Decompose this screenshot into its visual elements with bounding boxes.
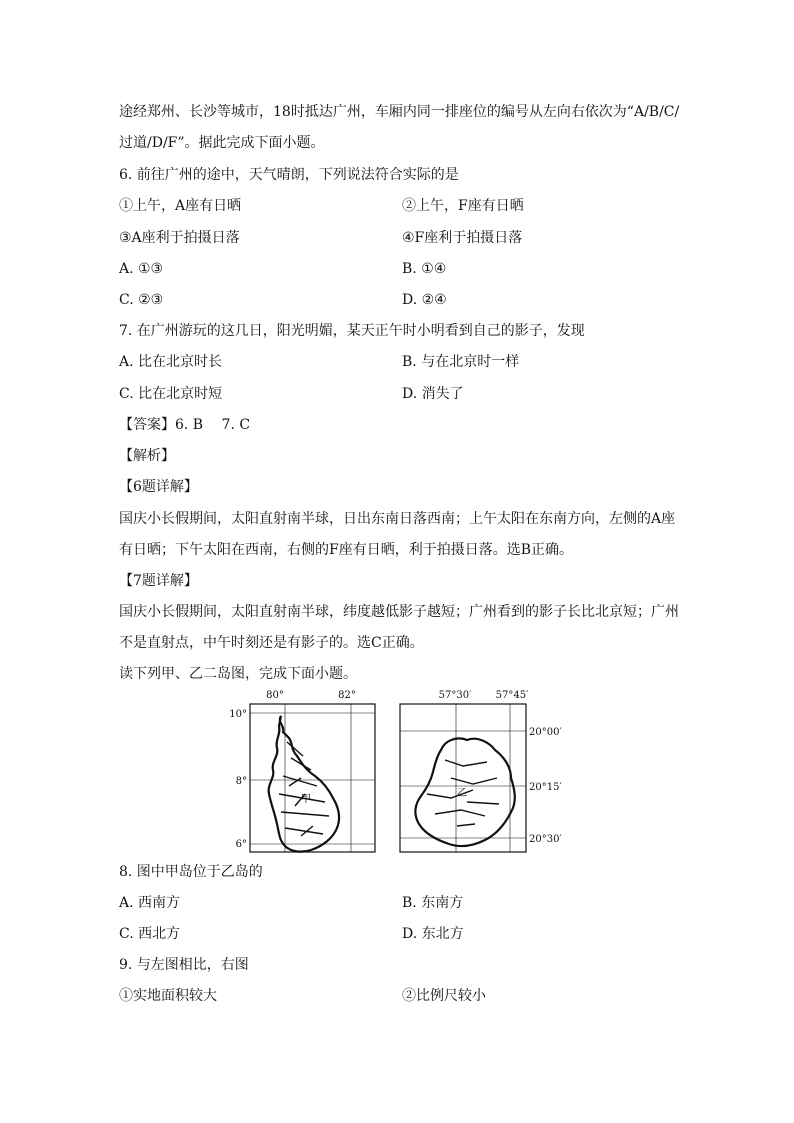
q7-option-d: D. 消失了: [402, 386, 464, 402]
map-left-lat-1: 10°: [229, 709, 247, 720]
question-8-stem: 8. 图中甲岛位于乙岛的: [119, 864, 263, 880]
map-right: [400, 690, 562, 852]
q7-detail-line-2: 不是直射点，中午时刻还是有影子的。选C正确。: [119, 635, 424, 651]
map-left: [229, 690, 375, 852]
island-yi-label: 乙: [457, 788, 467, 799]
map-right-lat-3: 20°30′: [529, 834, 562, 845]
q7-detail-heading: 【7题详解】: [119, 573, 198, 589]
q9-statement-1: ①实地面积较大: [119, 988, 217, 1004]
q6-detail-heading: 【6题详解】: [119, 479, 198, 495]
q8-option-a: A. 西南方: [119, 895, 181, 911]
q6-option-d: D. ②④: [402, 292, 447, 308]
island-maps-svg: [205, 686, 562, 856]
q6-option-a: A. ①③: [119, 261, 164, 277]
intro-line-2: 过道/D/F”。据此完成下面小题。: [119, 135, 325, 151]
map-left-lat-3: 6°: [235, 839, 247, 850]
map-right-lon-2: 57°45′: [495, 690, 529, 701]
island-jia-rivers: [279, 742, 329, 836]
analysis-heading: 【解析】: [119, 448, 175, 464]
q8-option-d: D. 东北方: [402, 926, 464, 942]
map-right-lat-2: 20°15′: [529, 782, 562, 793]
q6-option-c: C. ②③: [119, 292, 164, 308]
question-7-stem: 7. 在广州游玩的这几日，阳光明媚，某天正午时小明看到自己的影子，发现: [119, 323, 585, 339]
map-right-frame: [400, 704, 526, 852]
map-right-lat-1: 20°00′: [529, 727, 562, 738]
q6-statement-4: ④F座利于拍摄日落: [402, 230, 523, 246]
q7-option-c: C. 比在北京时短: [119, 386, 223, 402]
map-left-lat-2: 8°: [235, 776, 247, 787]
q9-statement-2: ②比例尺较小: [402, 988, 486, 1004]
q7-option-a: A. 比在北京时长: [119, 354, 223, 370]
map-right-lon-1: 57°30′: [438, 690, 472, 701]
intro-line-1: 途经郑州、长沙等城市，18时抵达广州，车厢内同一排座位的编号从左向右依次为“A/B/C/: [119, 104, 680, 120]
q6-detail-line-2: 有日晒；下午太阳在西南，右侧的F座有日晒，利于拍摄日落。选B正确。: [119, 542, 574, 558]
map-intro: 读下列甲、乙二岛图，完成下面小题。: [119, 666, 357, 682]
q6-statement-3: ③A座利于拍摄日落: [119, 230, 240, 246]
map-left-lon-2: 82°: [338, 690, 356, 701]
q6-option-b: B. ①④: [402, 261, 447, 277]
q8-option-b: B. 东南方: [402, 895, 464, 911]
q8-option-c: C. 西北方: [119, 926, 181, 942]
question-6-stem: 6. 前往广州的途中，天气晴朗，下列说法符合实际的是: [119, 167, 459, 183]
q7-option-b: B. 与在北京时一样: [402, 354, 520, 370]
map-left-frame: [250, 704, 375, 852]
q6-statement-1: ①上午，A座有日晒: [119, 198, 242, 214]
q6-detail-line-1: 国庆小长假期间，太阳直射南半球，日出东南日落西南；上午太阳在东南方向，左侧的A座: [119, 511, 676, 527]
island-maps-figure: [205, 686, 562, 856]
answer-line: 【答案】6. B 7. C: [119, 417, 251, 433]
question-9-stem: 9. 与左图相比，右图: [119, 957, 249, 973]
map-left-lon-1: 80°: [266, 690, 284, 701]
q6-statement-2: ②上午，F座有日晒: [402, 198, 524, 214]
q7-detail-line-1: 国庆小长假期间，太阳直射南半球，纬度越低影子越短；广州看到的影子长比北京短；广州: [119, 604, 679, 620]
island-jia-label: 甲: [301, 794, 311, 805]
